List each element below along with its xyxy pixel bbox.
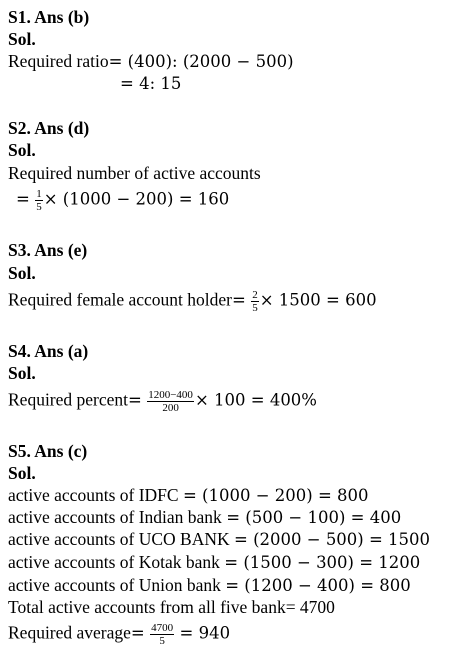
s3-equation xyxy=(8,289,377,314)
s5-line-math: = (1200 − 400) = 800 xyxy=(225,576,411,595)
s2-eq-prefix: = xyxy=(16,189,30,209)
s1-ratio-line xyxy=(8,51,294,72)
s4-sol-label: Sol. xyxy=(8,363,36,383)
s4-label: Required percent xyxy=(8,389,129,410)
s5-line-uco-bank xyxy=(8,529,430,550)
s3-label: Required female account holder xyxy=(8,289,232,310)
s2-eq-rest: × (1000 − 200) = 160 xyxy=(43,189,230,209)
s1-ratio-result xyxy=(120,73,181,94)
s5-line-idfc xyxy=(8,485,369,506)
s5-line-label: active accounts of UCO BANK xyxy=(8,529,234,549)
s4-equation xyxy=(8,389,317,414)
s5-avg-rest: = 940 xyxy=(179,623,231,643)
s5-frac-numerator: 4700 xyxy=(151,622,174,634)
s5-line-union-bank xyxy=(8,575,411,596)
s5-average-equation xyxy=(8,622,230,647)
s3-fraction xyxy=(251,289,259,314)
s4-fraction xyxy=(147,389,194,414)
s5-sol-label: Sol. xyxy=(8,463,36,483)
s5-line-indian-bank xyxy=(8,507,401,528)
s2-fraction xyxy=(35,188,43,213)
s5-avg-prefix: = xyxy=(130,623,145,643)
s4-frac-denominator: 200 xyxy=(162,402,179,414)
s4-heading: S4. Ans (a) xyxy=(8,341,89,361)
s5-line-math: = (500 − 100) = 400 xyxy=(226,508,402,527)
s5-avg-label: Required average xyxy=(8,622,131,643)
s5-fraction xyxy=(150,622,174,647)
s5-line-label: active accounts of Kotak bank xyxy=(8,552,225,572)
s4-eq-prefix: = xyxy=(128,390,142,410)
s5-frac-denominator: 5 xyxy=(159,635,165,647)
s5-total-line: Total active accounts from all five bank= 4700 xyxy=(8,597,335,617)
s1-sol-label: Sol. xyxy=(8,29,36,49)
s5-line-math: = (1000 − 200) = 800 xyxy=(182,486,369,505)
s1-ratio-result-value: = 4: 15 xyxy=(120,74,182,93)
s5-line-math: = (1500 − 300) = 1200 xyxy=(224,553,421,572)
s5-line-kotak-bank xyxy=(8,552,420,573)
s1-heading: S1. Ans (b) xyxy=(8,7,90,27)
s3-sol-label: Sol. xyxy=(8,263,36,283)
s2-question-line: Required number of active accounts xyxy=(8,163,261,183)
s2-equation xyxy=(16,188,229,213)
s3-eq-rest: × 1500 = 600 xyxy=(259,290,377,310)
s3-frac-denominator: 5 xyxy=(252,302,258,314)
s5-line-math: = (2000 − 500) = 1500 xyxy=(234,530,431,549)
s1-ratio-expression: = (400): (2000 − 500) xyxy=(108,52,294,71)
s2-frac-denominator: 5 xyxy=(36,201,42,213)
s2-heading: S2. Ans (d) xyxy=(8,118,90,138)
s3-eq-prefix: = xyxy=(232,290,246,310)
s5-line-label: active accounts of Indian bank xyxy=(8,507,227,527)
s3-heading: S3. Ans (e) xyxy=(8,240,88,260)
s5-heading: S5. Ans (c) xyxy=(8,441,88,461)
s5-line-label: active accounts of IDFC xyxy=(8,485,183,505)
s2-frac-numerator: 1 xyxy=(36,188,42,200)
s1-ratio-label: Required ratio xyxy=(8,51,109,71)
s2-sol-label: Sol. xyxy=(8,140,36,160)
s3-frac-numerator: 2 xyxy=(252,289,258,301)
s4-frac-numerator: 1200−400 xyxy=(148,389,193,401)
s5-line-label: active accounts of Union bank xyxy=(8,575,226,595)
s4-eq-rest: × 100 = 400% xyxy=(194,390,317,410)
